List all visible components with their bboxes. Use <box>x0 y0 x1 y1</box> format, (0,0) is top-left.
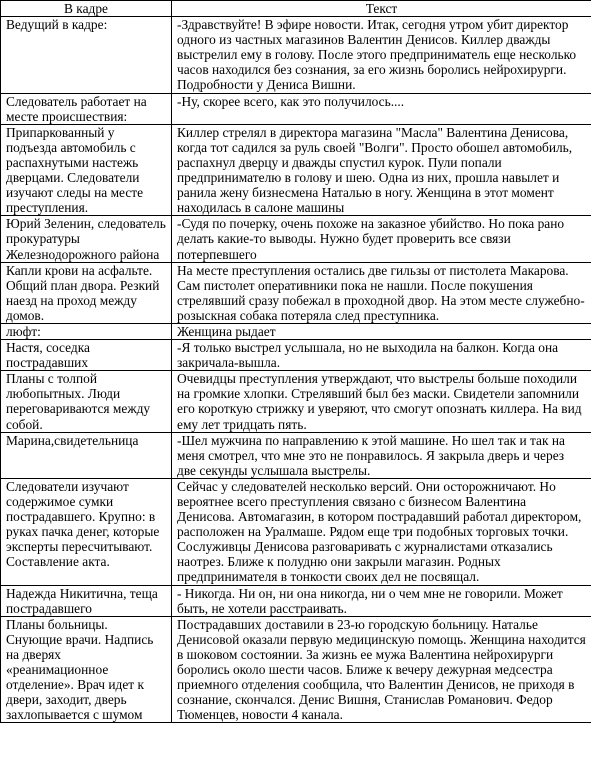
shot-cell: люфт: <box>1 323 172 339</box>
table-row <box>1 616 591 723</box>
shot-cell: Планы с толпой любопытных. Люди переговариваются между собой. <box>1 371 172 432</box>
shot-cell: Настя, соседка пострадавших <box>1 340 172 371</box>
shot-cell: Планы больницы. Снующие врачи. Надпись на дверях «реанимационное отделение». Врач идет к двери, заходит, дверь захлопывается с шумом <box>1 616 172 723</box>
header-row <box>1 1 591 17</box>
shot-cell: Следователи изучают содержимое сумки пострадавшего. Крупно: в руках пачка денег, которые эксперты пересчитывают. Составление акта. <box>1 478 172 585</box>
table-row <box>1 585 591 616</box>
shot-cell: Надежда Никитична, теща пострадавшего <box>1 585 172 616</box>
text-cell: Киллер стрелял в директора магазина "Масла" Валентина Денисова, когда тот садился за руль своей "Волги". Просто обошел автомобиль, распахнул дверцу и дважды спустил курок. Пули попали предпринимателю в голову и шею. Одна из них, прошла навылет и ранила жену бизнесмена Наталью в ногу. Женщина в этот момент находилась в салоне машины <box>172 124 591 216</box>
text-cell: Сейчас у следователей несколько версий. Они осторожничают. Но вероятнее всего преступления связано с бизнесом Валентина Денисова. Автомагазин, в котором пострадавший работал директором, расположен на Уралмаше. Рядом еще три подобных торговых точки. Сослуживцы Денисова разговаривать с журналистами отказались наотрез. Ближе к полудню они закрыли магазин. Родных предпринимателя в тонкости своих дел не посвящал. <box>172 478 591 585</box>
table-row <box>1 262 591 323</box>
shot-cell: Марина,свидетельница <box>1 432 172 478</box>
text-cell: -Я только выстрел услышала, но не выходила на балкон. Когда она закричала-вышла. <box>172 340 591 371</box>
header-text: Текст <box>172 1 591 17</box>
table-row <box>1 478 591 585</box>
text-cell: На месте преступления остались две гильзы от пистолета Макарова. Сам пистолет оперативники пока не нашли. После покушения стрелявший сразу побежал в проходной двор. На этом месте служебно-розыскная собака потеряла след преступника. <box>172 262 591 323</box>
text-cell: -Шел мужчина по направлению к этой машине. Но шел так и так на меня смотрел, что мне это не понравилось. Я закрыла дверь и через две секунды услышала выстрелы. <box>172 432 591 478</box>
shot-cell: Следователь работает на месте происшествия: <box>1 93 172 124</box>
table-row <box>1 124 591 216</box>
text-cell: Женщина рыдает <box>172 323 591 339</box>
shot-cell: Юрий Зеленин, следователь прокуратуры Железнодорожного района <box>1 216 172 262</box>
shot-cell: Припаркованный у подъезда автомобиль с распахнутыми настежь дверцами. Следователи изучают следы на месте преступления. <box>1 124 172 216</box>
text-cell: Очевидцы преступления утверждают, что выстрелы больше походили на громкие хлопки. Стрелявший был без маски. Свидетели запомнили его короткую стрижку и уверяют, что смогут опознать киллера. На вид ему лет тридцать пять. <box>172 371 591 432</box>
text-cell: Пострадавших доставили в 23-ю городскую больницу. Наталье Денисовой оказали первую медицинскую помощь. Женщина находится в шоковом состоянии. За жизнь ее мужа Валентина нейрохирурги боролись около шести часов. Ближе к вечеру дежурная медсестра приемного отделения сообщила, что Валентин Денисов, не приходя в сознание, скончался. Денис Вишня, Станислав Романович. Федор Тюменцев, новости 4 канала. <box>172 616 591 723</box>
text-cell: -Судя по почерку, очень похоже на заказное убийство. Но пока рано делать какие-то выводы. Нужно будет проверить все связи потерпевшего <box>172 216 591 262</box>
table-row <box>1 17 591 93</box>
table-row <box>1 216 591 262</box>
header-in-frame: В кадре <box>1 1 172 17</box>
table-row <box>1 323 591 339</box>
table-body <box>1 17 591 723</box>
shot-cell: Капли крови на асфальте. Общий план двора. Резкий наезд на проход между домов. <box>1 262 172 323</box>
text-cell: - Никогда. Ни он, ни она никогда, ни о чем мне не говорили. Может быть, не хотели расстраивать. <box>172 585 591 616</box>
shot-cell: Ведущий в кадре: <box>1 17 172 93</box>
table-row <box>1 93 591 124</box>
table-row <box>1 371 591 432</box>
text-cell: -Здравствуйте! В эфире новости. Итак, сегодня утром убит директор одного из частных магазинов Валентин Денисов. Киллер дважды выстрелил ему в голову. После этого предприниматель еще несколько часов находился без сознания, за его жизнь боролись нейрохирурги. Подробности у Дениса Вишни. <box>172 17 591 93</box>
table-row <box>1 340 591 371</box>
table-row <box>1 432 591 478</box>
text-cell: -Ну, скорее всего, как это получилось.... <box>172 93 591 124</box>
